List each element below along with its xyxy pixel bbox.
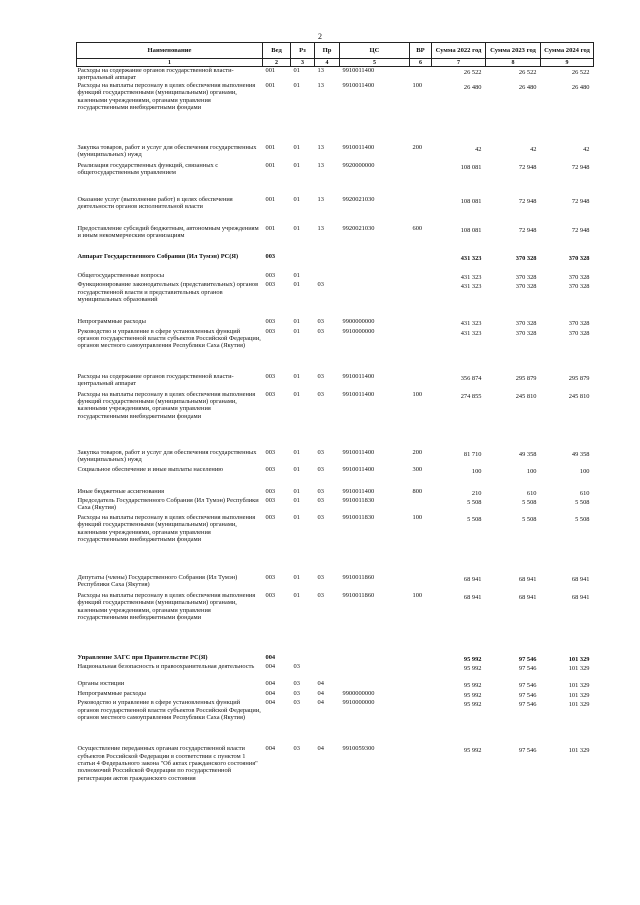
row-sum-2023: 26 480 <box>518 83 537 91</box>
row-pr: 03 <box>317 487 324 495</box>
row-sum-2024: 101 329 <box>568 665 590 673</box>
row-cs: 9910011400 <box>342 81 375 89</box>
row-sum-2024: 101 329 <box>568 691 590 699</box>
row-pr: 03 <box>317 592 324 600</box>
row-cs: 9910011830 <box>342 497 375 505</box>
row-sum-2023: 26 522 <box>518 69 537 76</box>
row-name: Руководство и управление в сфере установленных функций органов государственной власти субъектов Российской Федерации, органов местного самоуправления Республики Саха (Якутия) <box>77 699 261 722</box>
row-rz <box>291 654 315 663</box>
column-number: 8 <box>486 59 541 67</box>
row-vr <box>410 318 432 327</box>
table-row <box>77 328 594 373</box>
row-sum-2024: 72 948 <box>571 197 590 205</box>
row-name: Расходы на содержание органов государственной власти- центральный аппарат <box>77 67 234 82</box>
table-body <box>77 67 594 814</box>
row-sum-2023: 370 328 <box>515 273 537 281</box>
row-vr: 200 <box>412 143 423 151</box>
row-ved: 003 <box>265 465 276 473</box>
row-pr: 13 <box>317 224 324 232</box>
row-pr: 03 <box>317 514 324 522</box>
row-sum-2023: 97 546 <box>518 691 537 699</box>
row-sum-2023: 295 879 <box>515 374 537 382</box>
row-ved: 003 <box>265 252 276 260</box>
row-name: Расходы на содержание органов государственной власти- центральный аппарат <box>77 372 234 388</box>
table-row <box>77 680 594 689</box>
row-name: Расходы на выплаты персоналу в целях обеспечения выполнения функций государственными (муниципальными) органами, казенными учреждениями, органами управления государственными внебюджетными фондами <box>77 390 256 420</box>
row-cs: 9920021030 <box>342 195 375 203</box>
row-rz: 03 <box>293 680 300 688</box>
row-vr <box>410 680 432 689</box>
row-rz: 01 <box>293 592 300 600</box>
row-sum-2022: 81 710 <box>463 450 482 458</box>
row-name: Председатель Государственного Собрания (Ил Тумэн) Республики Саха (Якутия) <box>77 497 259 512</box>
row-sum-2023: 97 546 <box>518 701 537 709</box>
row-sum-2022: 100 <box>471 467 482 475</box>
row-sum-2022: 95 992 <box>463 691 482 699</box>
row-rz: 01 <box>293 448 300 456</box>
row-sum-2023: 370 328 <box>515 254 537 262</box>
table-row <box>77 272 594 281</box>
row-ved: 001 <box>265 224 276 232</box>
table-row <box>77 488 594 497</box>
row-name: Иные бюджетные ассигнования <box>77 487 165 495</box>
row-cs: 9910000000 <box>342 699 375 707</box>
row-pr: 03 <box>317 372 324 380</box>
row-name: Реализация государственных функций, связанных с общегосударственным управлением <box>77 161 219 177</box>
row-name: Расходы на выплаты персоналу в целях обеспечения выполнения функций государственными (муниципальными) органами, казенными учреждениями, органами управления государственными внебюджетными фондами <box>77 592 256 622</box>
row-sum-2022: 431 323 <box>460 254 482 262</box>
table-row <box>77 253 594 272</box>
row-cs: 9920000000 <box>342 161 375 169</box>
row-rz: 03 <box>293 663 300 671</box>
table-row <box>77 196 594 225</box>
row-vr <box>410 272 432 281</box>
row-sum-2024: 72 948 <box>571 163 590 171</box>
row-ved: 004 <box>265 745 276 753</box>
row-sum-2024: 42 <box>583 145 590 153</box>
row-sum-2022: 26 480 <box>463 83 482 91</box>
header-pr: Пр <box>315 43 340 59</box>
row-name: Функционирование законодательных (представительных) органов государственной власти и представительных органов муниципальных образований <box>77 281 259 304</box>
row-sum-2023: 72 948 <box>518 197 537 205</box>
table-row <box>77 690 594 699</box>
row-sum-2023: 68 941 <box>518 576 537 584</box>
table-row <box>77 699 594 745</box>
row-rz: 01 <box>293 487 300 495</box>
column-number: 2 <box>263 59 291 67</box>
row-sum-2022: 108 081 <box>460 226 482 234</box>
row-ved: 004 <box>265 663 276 671</box>
row-rz: 01 <box>293 67 300 74</box>
row-cs: 9900000000 <box>342 318 375 326</box>
row-cs <box>340 680 410 689</box>
row-sum-2022: 95 992 <box>463 747 482 755</box>
page-number: 2 <box>318 32 322 41</box>
row-sum-2024: 49 358 <box>571 450 590 458</box>
column-number: 5 <box>340 59 410 67</box>
row-sum-2022: 68 941 <box>463 594 482 602</box>
row-vr <box>410 574 432 592</box>
row-vr: 100 <box>412 390 423 398</box>
row-sum-2022: 431 323 <box>460 329 482 337</box>
column-number: 4 <box>315 59 340 67</box>
table-row <box>77 67 594 82</box>
row-name: Руководство и управление в сфере установленных функций органов государственной власти субъектов Российской Федерации, органов местного самоуправления Республики Саха (Якутия) <box>77 327 261 350</box>
row-rz: 03 <box>293 689 300 697</box>
row-ved: 004 <box>265 699 276 707</box>
row-cs: 9910011400 <box>342 487 375 495</box>
row-sum-2022: 108 081 <box>460 197 482 205</box>
row-pr <box>315 654 340 663</box>
row-sum-2023: 97 546 <box>518 665 537 673</box>
header-name: Наименование <box>77 43 263 59</box>
row-ved: 003 <box>265 271 276 279</box>
row-sum-2022: 95 992 <box>463 656 482 664</box>
row-sum-2024: 101 329 <box>568 701 590 709</box>
row-pr: 04 <box>317 745 324 753</box>
row-cs: 9910011400 <box>342 390 375 398</box>
row-rz: 01 <box>293 327 300 335</box>
header-sum-2023: Сумма 2023 год <box>486 43 541 59</box>
row-cs <box>340 253 410 272</box>
row-sum-2023: 72 948 <box>518 163 537 171</box>
header-sum-2022: Сумма 2022 год <box>432 43 486 59</box>
row-ved: 004 <box>265 680 276 688</box>
row-sum-2023: 97 546 <box>518 682 537 690</box>
row-ved: 003 <box>265 318 276 326</box>
row-ved: 001 <box>265 161 276 169</box>
row-rz: 01 <box>293 224 300 232</box>
row-cs: 9910011860 <box>342 592 375 600</box>
row-ved: 001 <box>265 195 276 203</box>
row-sum-2024: 245 810 <box>568 392 590 400</box>
table-row <box>77 391 594 449</box>
row-sum-2024: 101 329 <box>568 656 590 664</box>
row-sum-2024: 370 328 <box>568 283 590 291</box>
row-sum-2022: 42 <box>475 145 482 153</box>
row-pr: 13 <box>317 161 324 169</box>
row-sum-2024: 370 328 <box>568 254 590 262</box>
header-rz: Рз <box>291 43 315 59</box>
row-sum-2024: 5 508 <box>575 516 590 524</box>
row-sum-2023: 100 <box>526 467 537 475</box>
row-cs: 9910011830 <box>342 514 375 522</box>
row-pr: 04 <box>317 680 324 688</box>
row-vr <box>410 253 432 272</box>
row-name: Расходы на выплаты персоналу в целях обеспечения выполнения функций государственными (муниципальными) органами, казенными учреждениями, органами управления государственными внебюджетными фондами <box>77 81 256 112</box>
row-vr: 100 <box>412 592 423 600</box>
row-rz: 01 <box>293 318 300 326</box>
row-sum-2022: 210 <box>471 489 482 497</box>
row-sum-2022: 5 508 <box>467 516 482 524</box>
row-name: Национальная безопасность и правоохранительная деятельность <box>77 663 255 671</box>
table-row <box>77 663 594 680</box>
row-vr <box>410 690 432 699</box>
row-name: Осуществление переданных органам государственной власти субъектов Российской Федерации в соответствии с пунктом 1 статьи 4 Федерального закона "Об актах гражданского состояния" полномочий Российской Федерации по государственной регистрации актов гражданского состояния <box>77 745 258 782</box>
row-sum-2024: 370 328 <box>568 320 590 328</box>
row-pr: 04 <box>317 699 324 707</box>
row-ved: 003 <box>265 281 276 289</box>
table-row <box>77 514 594 574</box>
row-name: Закупка товаров, работ и услуг для обеспечения государственных (муниципальных) нужд <box>77 448 257 464</box>
row-sum-2023: 97 546 <box>518 747 537 755</box>
row-ved: 004 <box>265 654 276 662</box>
header-vr: ВР <box>410 43 432 59</box>
row-ved: 003 <box>265 514 276 522</box>
row-pr: 04 <box>317 689 324 697</box>
header-ved: Вед <box>263 43 291 59</box>
row-rz: 01 <box>293 465 300 473</box>
row-vr: 800 <box>412 487 423 495</box>
row-vr <box>410 328 432 373</box>
row-ved: 001 <box>265 143 276 151</box>
row-sum-2022: 431 323 <box>460 283 482 291</box>
row-sum-2023: 49 358 <box>518 450 537 458</box>
table-row <box>77 745 594 813</box>
table-row <box>77 574 594 592</box>
row-vr <box>410 745 432 813</box>
row-cs: 9910011400 <box>342 448 375 456</box>
row-pr: 03 <box>317 465 324 473</box>
row-rz: 01 <box>293 372 300 380</box>
row-pr: 03 <box>317 390 324 398</box>
row-rz: 01 <box>293 497 300 505</box>
table-row <box>77 449 594 466</box>
row-name: Социальное обеспечение и иные выплаты населению <box>77 465 224 473</box>
row-sum-2024: 370 328 <box>568 273 590 281</box>
row-ved: 003 <box>265 497 276 505</box>
row-cs: 9910000000 <box>342 327 375 335</box>
table-column-numbers-row <box>77 59 594 67</box>
row-name: Непрограммные расходы <box>77 318 146 326</box>
row-sum-2022: 95 992 <box>463 701 482 709</box>
row-sum-2022: 5 508 <box>467 499 482 507</box>
row-rz <box>291 253 315 272</box>
row-name: Непрограммные расходы <box>77 689 146 697</box>
row-cs <box>340 654 410 663</box>
row-ved: 003 <box>265 390 276 398</box>
row-sum-2023: 97 546 <box>518 656 537 664</box>
row-cs: 9910011400 <box>342 143 375 151</box>
row-name: Общегосударственные вопросы <box>77 271 165 279</box>
row-sum-2024: 370 328 <box>568 329 590 337</box>
row-cs: 9900000000 <box>342 689 375 697</box>
row-rz: 01 <box>293 574 300 582</box>
table-row <box>77 144 594 162</box>
row-vr <box>410 162 432 196</box>
row-name: Органы юстиции <box>77 680 125 688</box>
table-row <box>77 373 594 391</box>
row-sum-2023: 42 <box>530 145 537 153</box>
row-sum-2024: 100 <box>579 467 590 475</box>
row-vr <box>410 67 432 82</box>
row-sum-2024: 26 480 <box>571 83 590 91</box>
row-sum-2023: 610 <box>526 489 537 497</box>
row-sum-2023: 5 508 <box>522 516 537 524</box>
row-cs: 9910011860 <box>342 574 375 582</box>
column-number: 1 <box>77 59 263 67</box>
row-pr: 13 <box>317 81 324 89</box>
row-rz: 01 <box>293 195 300 203</box>
row-pr: 13 <box>317 143 324 151</box>
row-cs <box>340 663 410 680</box>
row-sum-2024: 68 941 <box>571 594 590 602</box>
row-cs: 9920021030 <box>342 224 375 232</box>
row-sum-2022: 274 855 <box>460 392 482 400</box>
row-name: Управление ЗАГС при Правительстве РС(Я) <box>77 654 208 662</box>
row-sum-2022: 95 992 <box>463 665 482 673</box>
row-ved: 003 <box>265 372 276 380</box>
row-ved: 003 <box>265 574 276 582</box>
row-pr: 03 <box>317 497 324 505</box>
row-sum-2023: 370 328 <box>515 320 537 328</box>
row-name: Депутаты (члены) Государственного Собрания (Ил Тумэн) Республики Саха (Якутия) <box>77 574 238 589</box>
table-row <box>77 225 594 253</box>
row-sum-2024: 68 941 <box>571 576 590 584</box>
row-sum-2022: 95 992 <box>463 682 482 690</box>
row-name: Предоставление субсидий бюджетным, автономным учреждениям и иным некоммерческим организациям <box>77 224 259 240</box>
row-vr <box>410 196 432 225</box>
row-sum-2023: 5 508 <box>522 499 537 507</box>
row-pr <box>315 253 340 272</box>
row-rz: 03 <box>293 745 300 753</box>
header-sum-2024: Сумма 2024 год <box>541 43 594 59</box>
row-vr: 200 <box>412 448 423 456</box>
row-ved: 001 <box>265 81 276 89</box>
row-rz: 01 <box>293 271 300 279</box>
row-sum-2023: 68 941 <box>518 594 537 602</box>
row-pr <box>315 272 340 281</box>
table-row <box>77 466 594 488</box>
row-rz: 03 <box>293 699 300 707</box>
row-ved: 003 <box>265 592 276 600</box>
row-cs: 9910011400 <box>342 372 375 380</box>
row-sum-2024: 101 329 <box>568 682 590 690</box>
row-cs: 9910011400 <box>342 465 375 473</box>
row-vr <box>410 663 432 680</box>
row-sum-2024: 72 948 <box>571 226 590 234</box>
row-vr: 100 <box>412 514 423 522</box>
column-number: 6 <box>410 59 432 67</box>
row-sum-2024: 101 329 <box>568 747 590 755</box>
row-rz: 01 <box>293 81 300 89</box>
table-row <box>77 281 594 318</box>
row-sum-2024: 295 879 <box>568 374 590 382</box>
row-sum-2022: 68 941 <box>463 576 482 584</box>
row-rz: 01 <box>293 390 300 398</box>
row-cs <box>340 272 410 281</box>
row-rz: 01 <box>293 281 300 289</box>
row-cs <box>340 281 410 318</box>
row-name: Расходы на выплаты персоналу в целях обеспечения выполнения функций государственными (муниципальными) органами, казенными учреждениями, органами управления государственными внебюджетными фондами <box>77 514 256 544</box>
table-header-row <box>77 43 594 59</box>
row-ved: 001 <box>265 67 276 74</box>
row-vr: 600 <box>412 224 423 232</box>
row-rz: 01 <box>293 161 300 169</box>
row-ved: 003 <box>265 487 276 495</box>
row-vr <box>410 373 432 391</box>
row-pr: 03 <box>317 327 324 335</box>
row-name: Оказание услуг (выполнение работ) в целях обеспечения деятельности органов исполнительной власти <box>77 195 233 211</box>
row-vr <box>410 281 432 318</box>
row-sum-2022: 431 323 <box>460 273 482 281</box>
row-ved: 003 <box>265 327 276 335</box>
row-sum-2024: 5 508 <box>575 499 590 507</box>
row-pr <box>315 663 340 680</box>
row-ved: 004 <box>265 689 276 697</box>
row-rz: 01 <box>293 514 300 522</box>
row-sum-2023: 245 810 <box>515 392 537 400</box>
row-pr: 13 <box>317 67 324 74</box>
header-cs: ЦС <box>340 43 410 59</box>
table-row <box>77 162 594 196</box>
column-number: 3 <box>291 59 315 67</box>
row-pr: 13 <box>317 195 324 203</box>
table-row <box>77 82 594 144</box>
budget-table <box>76 42 594 813</box>
table-row <box>77 654 594 663</box>
table-row <box>77 592 594 654</box>
row-sum-2023: 72 948 <box>518 226 537 234</box>
row-name: Аппарат Государственного Собрания (Ил Тумэн) РС(Я) <box>77 252 239 260</box>
row-name: Закупка товаров, работ и услуг для обеспечения государственных (муниципальных) нужд <box>77 143 257 159</box>
row-vr: 100 <box>412 81 423 89</box>
row-cs: 9910011400 <box>342 67 375 74</box>
row-pr: 03 <box>317 448 324 456</box>
row-sum-2024: 610 <box>579 489 590 497</box>
row-vr <box>410 654 432 663</box>
row-sum-2022: 26 522 <box>463 69 482 76</box>
row-sum-2023: 370 328 <box>515 283 537 291</box>
column-number: 7 <box>432 59 486 67</box>
row-sum-2022: 108 081 <box>460 163 482 171</box>
row-sum-2023: 370 328 <box>515 329 537 337</box>
row-sum-2022: 431 323 <box>460 320 482 328</box>
row-sum-2024: 26 522 <box>571 69 590 76</box>
row-sum-2022: 356 874 <box>460 374 482 382</box>
table-row <box>77 318 594 327</box>
table-row <box>77 497 594 514</box>
row-ved: 003 <box>265 448 276 456</box>
row-pr: 03 <box>317 574 324 582</box>
row-vr <box>410 497 432 514</box>
row-cs: 9910059300 <box>342 745 375 753</box>
row-pr: 03 <box>317 281 324 289</box>
row-rz: 01 <box>293 143 300 151</box>
row-vr: 300 <box>412 465 423 473</box>
column-number: 9 <box>541 59 594 67</box>
row-vr <box>410 699 432 745</box>
row-pr: 03 <box>317 318 324 326</box>
